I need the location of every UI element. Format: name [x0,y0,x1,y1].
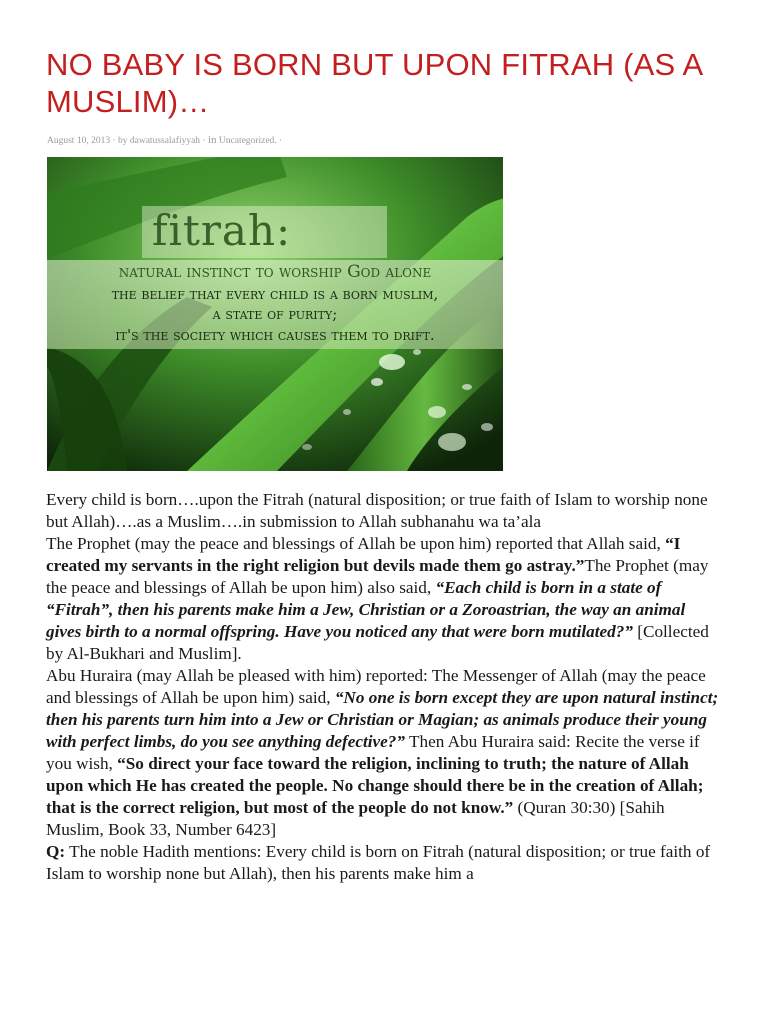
article-body [46,489,724,885]
paragraph [46,665,724,841]
image-heading: fitrah: [152,206,292,255]
meta-in: in [207,134,217,146]
quote-bold-italic: “No one is born except they are upon natural instinct; then his parents turn him into a Jew or Christian or Magian; as animals produce their young with perfect limbs, do you see anything defective?” [46,688,719,751]
paragraph [46,841,724,885]
post-meta [47,134,282,146]
image-line: it's the society which causes them to drift. [115,326,435,344]
post-title: NO BABY IS BORN BUT UPON FITRAH (AS A MUSLIM)… [46,47,702,119]
text-span: (Quran 30:30) [Sahih Muslim, Book 33, Number 6423] [46,798,665,839]
image-line: the belief that every child is a born muslim, [111,285,439,303]
text-span: The noble Hadith mentions: Every child is born on Fitrah (natural disposition; or true faith of Islam to worship none but Allah), then his parents make him a [46,842,711,883]
text-span: The Prophet (may the peace and blessings of Allah be upon him) also said, [46,556,709,597]
text-span: Abu Huraira (may Allah be pleased with him) reported: The Messenger of Allah (may the peace and blessings of Allah be upon him) said, [46,666,706,707]
meta-by: · by [112,136,128,146]
meta-separator: · [279,136,283,146]
image-subheading: natural instinct to worship God alone [118,262,432,282]
meta-separator: · [202,136,206,146]
text-span: Every child is born….upon the Fitrah (natural disposition; or true faith of Islam to worship none but Allah)….as a Muslim….in submission to Allah subhanahu wa ta’ala [46,490,708,531]
post-author-link[interactable]: dawatussalafiyyah [129,136,201,146]
quote-bold: “So direct your face toward the religion, inclining to truth; the nature of Allah upon which He has created the people. No change should there be in the creation of Allah; that is the correct religion, but most of the people do not know.” [46,754,704,817]
image-line: a state of purity; [212,305,338,323]
text-span: Then Abu Huraira said: Recite the verse if you wish, [46,732,700,773]
image-caption-overlay [47,206,503,352]
quote-bold: “I created my servants in the right religion but devils made them go astray.” [46,534,681,575]
paragraph [46,533,724,665]
paragraph [46,489,724,533]
featured-image [47,157,503,471]
post-category-link[interactable]: Uncategorized. [218,136,277,146]
quote-bold-italic: “Each child is born in a state of “Fitrah”, then his parents make him a Jew, Christian or a Zoroastrian, the way an animal gives birth to a normal offspring. Have you noticed any that were born mutilated?” [46,578,686,641]
text-span: [Collected by Al-Bukhari and Muslim]. [46,622,709,663]
question-label: Q: [46,842,66,861]
text-span: The Prophet (may the peace and blessings of Allah be upon him) reported that Allah said, [46,534,666,553]
post-date[interactable]: August 10, 2013 [47,136,111,146]
